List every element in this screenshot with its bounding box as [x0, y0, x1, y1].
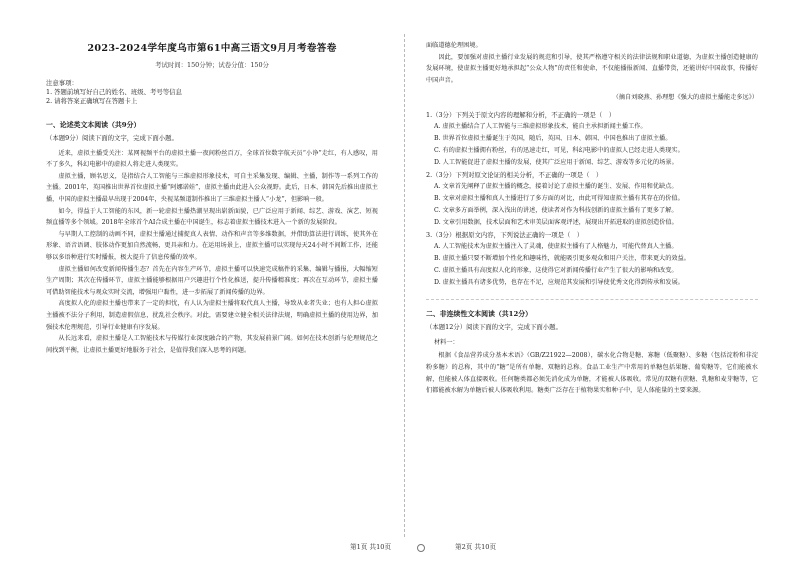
page-number-right: 第2页 共10页 — [455, 543, 497, 551]
question-option: D. 文章引用数据，技术层面和艺术审美层面客观评述，展现出开拓进取的虚拟创造价值。 — [434, 219, 678, 227]
exam-meta: 考试时间：150分钟；试卷分值：150分 — [155, 61, 269, 69]
question-stem: 2.（3分）下列对原文论证的相关分析，不正确的一项是（ ） — [426, 171, 603, 180]
question-option: D. 人工智能促进了虚拟主播的发展，使其广泛应用于新闻、综艺、游戏等多元化的场景。 — [434, 159, 678, 167]
article-paragraph: 高度拟人化的虚拟主播也带来了一定的担忧，有人认为虚拟主播将取代真人主播，导致从业者失业；也有人担心虚拟主播被不法分子利用，制造虚假信息，扰乱社会秩序。对此，需要建立健全相关法律法规，明确虚拟主播的使用边界，加强技术伦理规范，引导行业健康有序发展。 — [46, 300, 378, 331]
article-paragraph: 从长远来看，虚拟主播是人工智能技术与传媒行业深度融合的产物，其发展前景广阔。如何在技术创新与伦理规范之间找到平衡，让虚拟主播更好地服务于社会，是值得我们深入思考的问题。 — [46, 335, 378, 354]
question-option: A. 虚拟主播结合了人工智能与三维虚拟形象技术，能自主承担新闻主播工作。 — [434, 123, 647, 131]
question-1 — [426, 109, 758, 169]
notes — [46, 79, 378, 107]
page-number-left: 第1页 共10页 — [350, 543, 392, 551]
section2-instruction: （本题12分）阅读下面的文字，完成下面小题。 — [426, 323, 562, 332]
continued-text: 面临道德伦理困境。 — [426, 42, 482, 49]
section2-heading: 二、非连续性文本阅读（共12分） — [426, 310, 533, 319]
article-paragraph: 与早期人工控制的动画不同，虚拟主播通过捕捉真人表情、动作和声音等多维数据，并借助算法进行训练，使其外在形象、语音语调、肢体动作更加自然流畅，更具亲和力。在运用场景上，虚拟主播可以实现每天24小时不间断工作，还能够以多语种进行实时播报，极大提升了信息传播的效率。 — [46, 230, 378, 261]
material-label: 材料一： — [434, 339, 459, 347]
material-paragraph: 根据《食品营养成分基本术语》（GB/Z21922—2008），碳水化合物是糖、寡糖（低聚糖）、多糖（包括淀粉和非淀粉多糖）的总称，其中的“糖”是所有单糖、双糖的总称。食品工业生产中常用的单糖包括果糖、葡萄糖等，它们能被水解，但能被人体直接吸收。任何糖类都必须先消化成为单糖，才能被人体吸收。常见的双糖有蔗糖、乳糖和麦芽糖等，它们都能被水解为单糖后被人体吸收利用。糖类广泛存在于植物果实和种子中，是人体能量的主要来源。 — [426, 352, 758, 395]
article-paragraph: 虚拟主播，顾名思义，是指结合人工智能与三维虚拟形象技术，可自主采集发现、编辑、主播，制作等一系列工作的主播。2001年，英国推出世界首位虚拟主播“阿娜诺娃”，虚拟主播由此进入公众视野。此后，日本、韩国先后推出虚拟主播，中国的虚拟主播最早出现于2004年，央视某频道制作推出了三维虚拟主播人“小龙”，但影响一般。 — [46, 172, 378, 203]
question-3 — [426, 229, 758, 289]
question-option: C. 文章多方面举例，深入浅出的讲述，使读者对作为科技创新的虚拟主播有了更多了解。 — [434, 207, 678, 215]
notes-heading: 注意事项： — [46, 79, 78, 87]
question-option: B. 世界首位虚拟主播诞生于英国，随后，英国、日本、韩国、中国也推出了虚拟主播。 — [434, 135, 672, 143]
page-divider — [404, 34, 405, 537]
article-paragraph: 近来，虚拟主播受关注：某网视频平台的虚拟主播一夜间粉丝百万，全球首位数字航天员“小诤”走红，有人感叹，用不了多久，科幻电影中的虚拟人将走进人类现实。 — [46, 149, 378, 169]
binding-circle-icon — [417, 544, 425, 552]
question-stem: 1.（3分）下列关于原文内容的理解和分析，不正确的一项是（ ） — [426, 111, 616, 120]
article-paragraph: 如今，得益于人工智能的东风，新一轮虚拟主播热潮呈现出崭新面貌，已广泛应用于新闻、综艺、游戏、演艺、短视频直播等多个领域。2018年全球首个AI合成主播在中国诞生，标志着虚拟主播技术进入一个新的发展阶段。 — [46, 207, 378, 227]
right-page — [412, 0, 794, 561]
section1-heading: 一、论述类文本阅读（共9分） — [46, 120, 141, 129]
article-paragraph: 虚拟主播如何改变新闻传播生态？首先在内容生产环节，虚拟主播可以快速完成稿件的采集、编辑与播报，大幅缩短生产周期；其次在传播环节，虚拟主播能够根据用户兴趣进行个性化推送，提升传播精准度；再次在互动环节，虚拟主播可借助智能技术与观众实时交流，增强用户黏性，进一步拓展了新闻传播的边界。 — [46, 265, 378, 296]
question-option: C. 有的虚拟主播拥有粉丝，有的迅速走红，可见，科幻电影中的虚拟人已经走进人类现实。 — [434, 147, 684, 155]
exam-title: 2023-2024学年度乌市第61中高三语文9月月考卷答卷 — [87, 43, 337, 54]
section-separator — [426, 299, 758, 300]
note-item: 1. 答题前填写好自己的姓名、班级、考号等信息 — [46, 88, 182, 97]
question-option: B. 虚拟主播只要不断增加个性化和趣味性，就能吸引更多观众和用户关注，带来更大的效益。 — [434, 255, 690, 263]
question-stem: 3.（3分）根据原文内容，下列说法正确的一项是（ ） — [426, 231, 584, 240]
article-source: （摘自刘晓燕、孙理想《强大的虚拟主播能走多远》） — [612, 94, 758, 102]
article-paragraph: 因此，要加强对虚拟主播行业发展的规范和引导，使其严格遵守相关的法律法规和职业道德，为虚拟主播创造健康的发展环境，使虚拟主播更好地承担起“公众人物”的责任和使命，不仅能播报新闻、直播带货，还能讲好中国故事，传播好中国声音。 — [426, 53, 758, 84]
section1-instruction: （本题9分）阅读下面的文字，完成下面小题。 — [46, 133, 178, 142]
question-2 — [426, 169, 758, 229]
question-option: A. 人工智能技术为虚拟主播注入了灵魂，使虚拟主播有了人格魅力，可能代替真人主播。 — [434, 243, 678, 251]
question-option: A. 文章首先阐释了虚拟主播的概念，接着讨论了虚拟主播的诞生、发展、作用和优缺点。 — [434, 183, 678, 191]
question-option: C. 虚拟主播具有高度拟人化的形象，这使得它对新闻传播行业产生了很大的影响和改变。 — [434, 267, 678, 275]
note-item: 2. 请将答案正确填写在答题卡上 — [46, 97, 138, 106]
question-option: B. 文章对虚拟主播和真人主播进行了多方面的对比，由此可得知虚拟主播有其存在的价值。 — [434, 195, 684, 203]
question-option: D. 虚拟主播具有诸多优势，也存在不足，应规范其发展和引导使优秀文化得到传承和发展。 — [434, 279, 684, 287]
